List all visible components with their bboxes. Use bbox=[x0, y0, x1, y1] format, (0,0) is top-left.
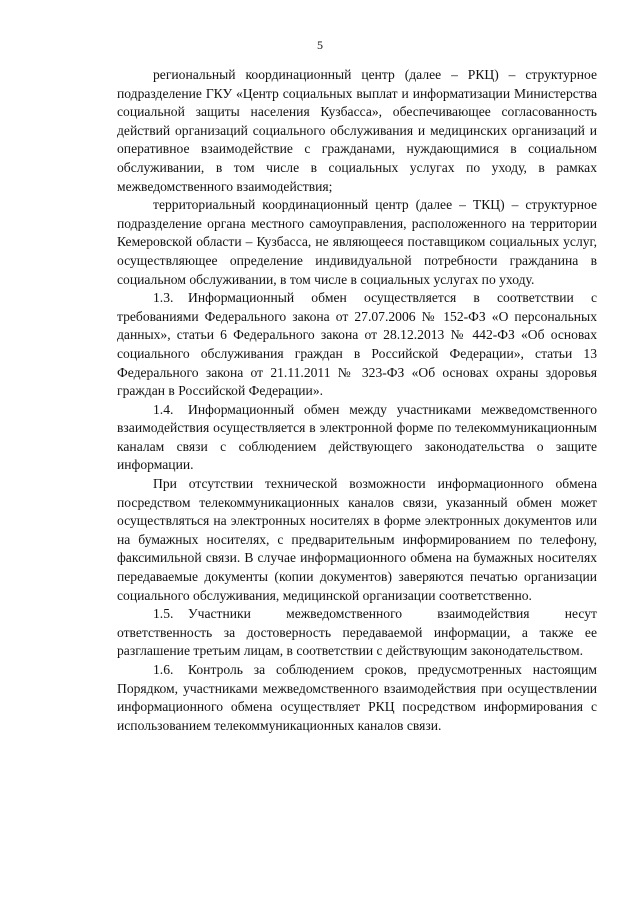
paragraph-number: 1.3. bbox=[153, 290, 174, 306]
paragraph-text: региональный координационный центр (далее – РКЦ) – структурное подразделение ГКУ «Центр социальных выплат и информатизации Министерства социальной защиты населения Кузбасса», обеспечивающее согласованность действий организаций социального обслуживания и медицинских организаций и оперативное взаимодействие с гражданами, нуждающимися в социальном обслуживании, в том числе в социальных услугах по уходу, в рамках межведомственного взаимодействия; bbox=[117, 67, 597, 194]
paragraph-1-5 bbox=[117, 605, 597, 661]
paragraph-1-4 bbox=[117, 401, 597, 475]
paragraph-tkc-definition bbox=[117, 196, 597, 289]
paragraph-text: Информационный обмен осуществляется в соответствии с требованиями Федерального закона от 27.07.2006 № 152-ФЗ «О персональных данных», статьи 6 Федерального закона от 28.12.2013 № 442-ФЗ «Об основах социального обслуживания граждан в Российской Федерации», статьи 13 Федерального закона от 21.11.2011 № 323-ФЗ «Об основах охраны здоровья граждан в Российской Федерации». bbox=[117, 290, 597, 399]
paragraph-text: При отсутствии технической возможности информационного обмена посредством телекоммуникационных каналов связи, указанный обмен может осуществляться на электронных носителях в форме электронных документов или на бумажных носителях, с предварительным информированием по телефону, факсимильной связи. В случае информационного обмена на бумажных носителях передаваемые документы (копии документов) заверяются печатью организации социального обслуживания, медицинской организации соответственно. bbox=[117, 476, 597, 603]
paragraph-no-technical-capability bbox=[117, 475, 597, 605]
document-body bbox=[117, 66, 597, 735]
paragraph-text: территориальный координационный центр (далее – ТКЦ) – структурное подразделение органа местного самоуправления, расположенного на территории Кемеровской области – Кузбасса, не являющееся поставщиком социальных услуг, осуществляющее определение индивидуальной потребности гражданина в социальном обслуживании, в том числе в социальных услугах по уходу. bbox=[117, 197, 597, 287]
paragraph-text: Информационный обмен между участниками межведомственного взаимодействия осуществляется в электронной форме по телекоммуникационным каналам связи с соблюдением действующего законодательства о защите информации. bbox=[117, 401, 597, 473]
paragraph-number: 1.5. bbox=[153, 606, 174, 622]
paragraph-text: Контроль за соблюдением сроков, предусмотренных настоящим Порядком, участниками межведомственного взаимодействия при осуществлении информационного обмена осуществляет РКЦ посредством информирования с использованием телекоммуникационных каналов связи. bbox=[117, 662, 597, 733]
paragraph-number: 1.6. bbox=[153, 662, 174, 677]
paragraph-1-3 bbox=[117, 289, 597, 401]
paragraph-1-6 bbox=[117, 661, 597, 735]
paragraph-text: Участники межведомственного взаимодействия несут ответственность за достоверность передаваемой информации, а также ее разглашение третьим лицам, в соответствии с действующим законодательством. bbox=[117, 606, 597, 659]
paragraph-number: 1.4. bbox=[153, 401, 174, 417]
paragraph-rkc-definition bbox=[117, 66, 597, 196]
page-number: 5 bbox=[317, 38, 323, 52]
